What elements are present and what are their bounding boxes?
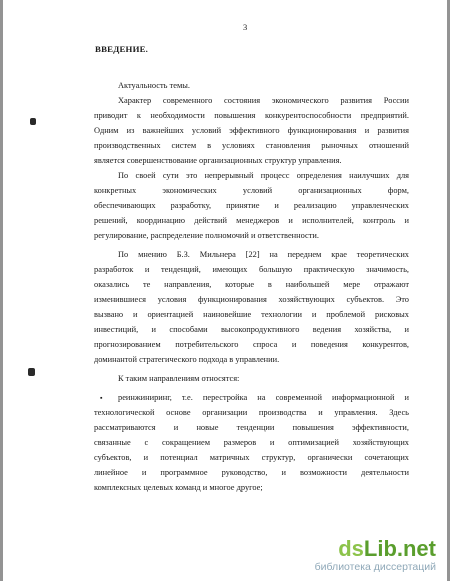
text-line: изменившиеся условия функционирования хозяйствующих субъектов. Это	[94, 295, 409, 304]
text-line: вызвано и ориентацией наиновейшие технологии и проблемой рисковых	[94, 310, 409, 319]
text-line: Актуальность темы.	[118, 81, 190, 90]
text-line: инвестиций, и способами высокопродуктивного ведения хозяйства, и	[94, 325, 409, 334]
text-line: приводит к необходимости повышения конкурентоспособности предприятий.	[94, 111, 409, 120]
watermark-subtitle: библиотека диссертаций	[314, 561, 436, 573]
text-line: комплексных целевых команд и многое другое;	[94, 483, 263, 492]
text-line: доминантой стратегического подхода в управлении.	[94, 355, 280, 364]
text-line: К таким направлениям относятся:	[118, 374, 240, 383]
text-line: связанные с сокращением размеров и оптимизацией хозяйствующих	[94, 438, 409, 447]
page-number: 3	[243, 22, 248, 32]
text-line: линейное и программное руководство, и возможности деятельности	[94, 468, 409, 477]
watermark	[315, 538, 436, 573]
text-line: оказались те направления, которые в наибольшей мере отражают	[94, 280, 409, 289]
watermark-logo: dsLib.net	[338, 536, 436, 561]
text-line: По мнению Б.З. Мильнера [22] на переднем крае теоретических	[118, 250, 409, 259]
bullet-icon: ▪	[100, 394, 103, 402]
scan-mark-left-1	[30, 118, 36, 125]
scan-mark-left-2	[28, 368, 35, 376]
text-line: производственных систем в условиях становления рыночных отношений	[94, 141, 409, 150]
text-line: рассматриваются и новые тенденции повышения эффективности,	[94, 423, 409, 432]
text-line: субъектов, и потенциал матричных структур, органически сочетающих	[94, 453, 409, 462]
text-line: регулирование, распределение полномочий и ответственности.	[94, 231, 319, 240]
text-line: Характер современного состояния экономического развития России	[118, 96, 409, 105]
text-line: обеспечивающих разработку, принятие и реализацию управленческих	[94, 201, 409, 210]
text-line: разработок и тенденций, имеющих большую практическую значимость,	[94, 265, 409, 274]
page-heading: ВВЕДЕНИЕ.	[95, 44, 149, 54]
text-line: реинжиниринг, т.е. перестройка на современной информационной и	[118, 393, 409, 402]
text-line: решений, координацию действий менеджеров и исполнителей, контроль и	[94, 216, 409, 225]
scan-left-edge	[0, 0, 3, 581]
text-line: конкретных экономических условий организационных форм,	[94, 186, 409, 195]
text-line: прогнозированием потребительского спроса и поведения конкурентов,	[94, 340, 409, 349]
text-line: технологической основе организации производства и управления. Здесь	[94, 408, 409, 417]
text-line: По своей сути это непрерывный процесс определения наилучших для	[118, 171, 409, 180]
text-line: Одним из важнейших условий эффективного функционирования и развития	[94, 126, 409, 135]
text-line: является совершенствование организационных структур управления.	[94, 156, 342, 165]
